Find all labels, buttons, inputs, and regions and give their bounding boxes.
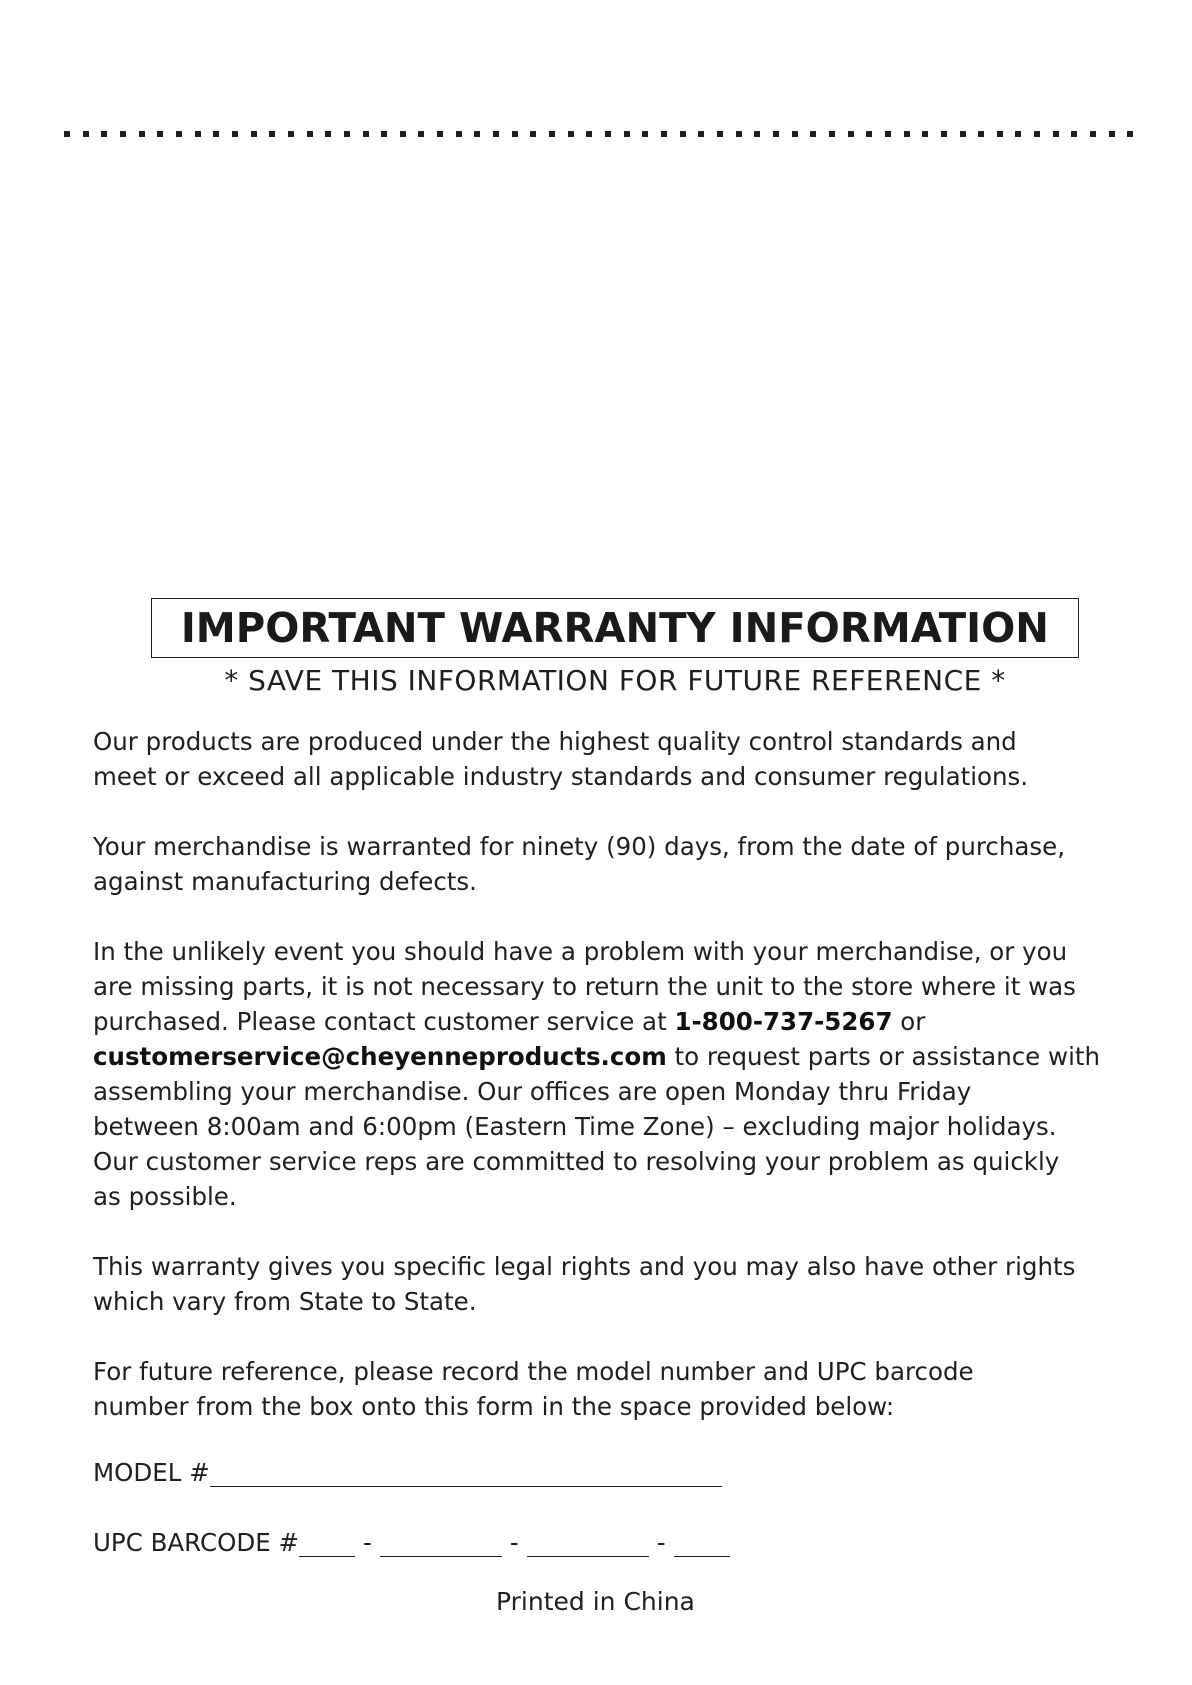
divider-dot xyxy=(288,131,294,137)
paragraph-line-text: to request parts or assistance with xyxy=(666,1042,1101,1071)
model-number-field xyxy=(93,1458,722,1487)
divider-dot xyxy=(493,131,499,137)
upc-barcode-field xyxy=(93,1528,730,1557)
divider-dot xyxy=(1090,131,1096,137)
divider-dot xyxy=(1034,131,1040,137)
divider-dot xyxy=(101,131,107,137)
divider-dot xyxy=(1109,131,1115,137)
page-subtitle: * SAVE THIS INFORMATION FOR FUTURE REFERENCE * xyxy=(224,664,1006,697)
paragraph-line: Our products are produced under the highest quality control standards and xyxy=(93,727,1017,756)
divider-dot xyxy=(568,131,574,137)
divider-dot xyxy=(736,131,742,137)
paragraph-line xyxy=(93,1039,1123,1074)
model-number-blank[interactable] xyxy=(210,1460,722,1487)
model-label: MODEL # xyxy=(93,1458,210,1487)
divider-dot xyxy=(418,131,424,137)
divider-dot xyxy=(1127,131,1133,137)
divider-dot xyxy=(904,131,910,137)
paragraph-legal-rights xyxy=(93,1249,1123,1319)
divider-dot xyxy=(213,131,219,137)
phone-number[interactable]: 1-800-737-5267 xyxy=(674,1007,893,1036)
divider-dot xyxy=(698,131,704,137)
paragraph-line: number from the box onto this form in the space provided below: xyxy=(93,1392,895,1421)
upc-separator: - xyxy=(509,1528,519,1557)
upc-blank-2[interactable] xyxy=(380,1530,502,1557)
paragraph-line: between 8:00am and 6:00pm (Eastern Time Zone) – excluding major holidays. xyxy=(93,1112,1057,1141)
divider-dot xyxy=(307,131,313,137)
upc-label: UPC BARCODE # xyxy=(93,1528,300,1557)
title-box xyxy=(151,598,1079,658)
divider-dot xyxy=(139,131,145,137)
divider-dot xyxy=(549,131,555,137)
upc-separator: - xyxy=(656,1528,666,1557)
paragraph-line: This warranty gives you specific legal rights and you may also have other rights xyxy=(93,1252,1076,1281)
divider-dot xyxy=(866,131,872,137)
divider-dot xyxy=(642,131,648,137)
divider-dot xyxy=(325,131,331,137)
divider-dot xyxy=(400,131,406,137)
upc-separator: - xyxy=(363,1528,372,1557)
upc-blank-1[interactable] xyxy=(299,1530,355,1557)
paragraph-line: meet or exceed all applicable industry standards and consumer regulations. xyxy=(93,762,1029,791)
divider-dot xyxy=(661,131,667,137)
printed-in-note: Printed in China xyxy=(496,1587,695,1616)
paragraph-line: assembling your merchandise. Our offices are open Monday thru Friday xyxy=(93,1077,972,1106)
divider-dot xyxy=(922,131,928,137)
divider-dot xyxy=(586,131,592,137)
divider-dot xyxy=(624,131,630,137)
paragraph-customer-service xyxy=(93,934,1123,1214)
divider-dot xyxy=(810,131,816,137)
divider-dot xyxy=(512,131,518,137)
divider-dot xyxy=(363,131,369,137)
divider-dot xyxy=(978,131,984,137)
dotted-divider xyxy=(64,130,1134,138)
divider-dot xyxy=(474,131,480,137)
divider-dot xyxy=(381,131,387,137)
divider-dot xyxy=(1071,131,1077,137)
divider-dot xyxy=(885,131,891,137)
paragraph-line: In the unlikely event you should have a problem with your merchandise, or you xyxy=(93,937,1068,966)
divider-dot xyxy=(717,131,723,137)
divider-dot xyxy=(120,131,126,137)
paragraph-line: as possible. xyxy=(93,1182,237,1211)
divider-dot xyxy=(157,131,163,137)
paragraph-line: which vary from State to State. xyxy=(93,1287,477,1316)
divider-dot xyxy=(997,131,1003,137)
divider-dot xyxy=(1053,131,1059,137)
divider-dot xyxy=(83,131,89,137)
paragraph-quality xyxy=(93,724,1123,794)
upc-blank-3[interactable] xyxy=(527,1530,649,1557)
divider-dot xyxy=(530,131,536,137)
paragraph-line: are missing parts, it is not necessary to return the unit to the store where it was xyxy=(93,972,1076,1001)
divider-dot xyxy=(754,131,760,137)
divider-dot xyxy=(195,131,201,137)
page-title: IMPORTANT WARRANTY INFORMATION xyxy=(180,604,1050,652)
divider-dot xyxy=(941,131,947,137)
paragraph-record-instructions xyxy=(93,1354,1123,1424)
divider-dot xyxy=(848,131,854,137)
divider-dot xyxy=(269,131,275,137)
paragraph-line: against manufacturing defects. xyxy=(93,867,477,896)
divider-dot xyxy=(251,131,257,137)
divider-dot xyxy=(437,131,443,137)
divider-dot xyxy=(64,131,70,137)
paragraph-line xyxy=(93,1004,1123,1039)
divider-dot xyxy=(232,131,238,137)
paragraph-line: Our customer service reps are committed to resolving your problem as quickly xyxy=(93,1147,1060,1176)
divider-dot xyxy=(176,131,182,137)
divider-dot xyxy=(792,131,798,137)
divider-dot xyxy=(605,131,611,137)
divider-dot xyxy=(456,131,462,137)
divider-dot xyxy=(680,131,686,137)
paragraph-line-text: purchased. Please contact customer service at xyxy=(93,1007,675,1036)
divider-dot xyxy=(773,131,779,137)
paragraph-line: Your merchandise is warranted for ninety (90) days, from the date of purchase, xyxy=(93,832,1066,861)
upc-blank-4[interactable] xyxy=(674,1530,730,1557)
divider-dot xyxy=(960,131,966,137)
divider-dot xyxy=(829,131,835,137)
paragraph-line: For future reference, please record the model number and UPC barcode xyxy=(93,1357,974,1386)
paragraph-line-text: or xyxy=(892,1007,926,1036)
divider-dot xyxy=(1015,131,1021,137)
email-link[interactable]: customerservice@cheyenneproducts.com xyxy=(93,1042,667,1071)
divider-dot xyxy=(344,131,350,137)
paragraph-warranty-period xyxy=(93,829,1123,899)
